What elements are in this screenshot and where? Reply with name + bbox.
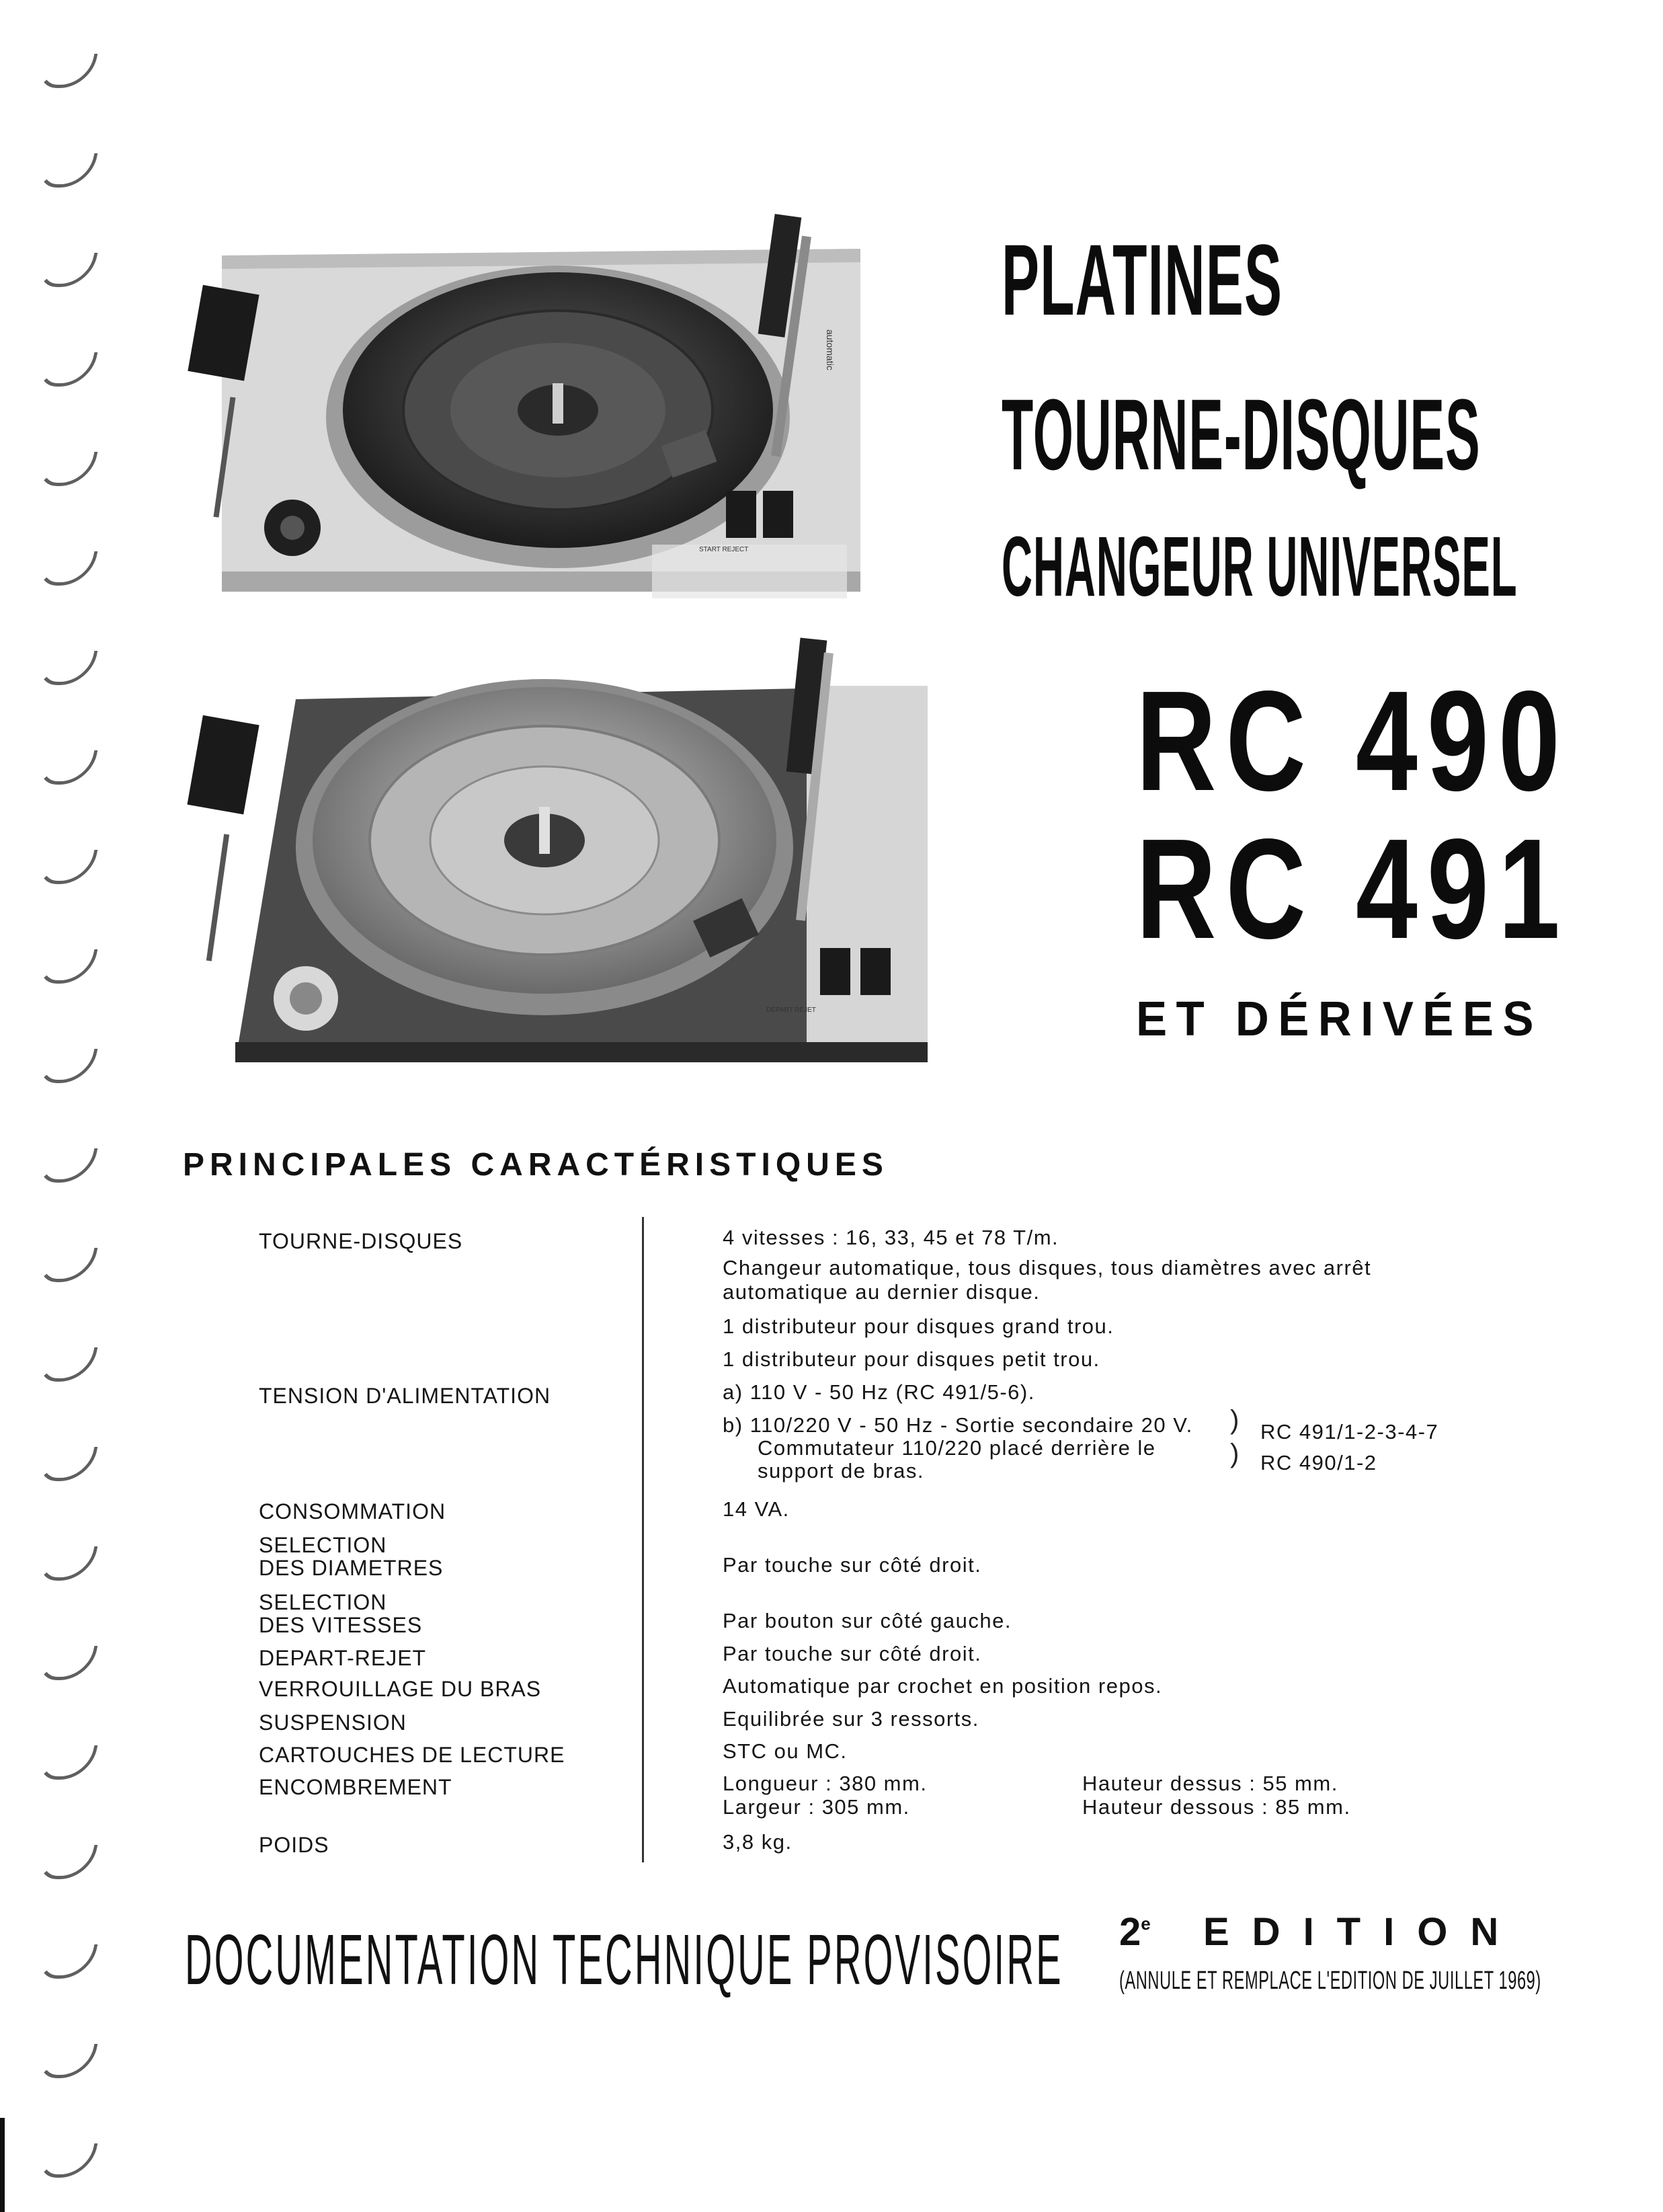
title-derivees: ET DÉRIVÉES	[1136, 992, 1543, 1046]
spec-value: support de bras.	[758, 1459, 925, 1483]
spec-label: CONSOMMATION	[259, 1499, 446, 1524]
automatic-badge: automatic	[825, 329, 836, 370]
spec-label: ENCOMBREMENT	[259, 1775, 452, 1799]
spec-value: Automatique par crochet en position repos.	[723, 1674, 1163, 1698]
spec-value: RC 491/1-2-3-4-7	[1260, 1420, 1439, 1444]
spec-label: TENSION D'ALIMENTATION	[259, 1384, 551, 1408]
binder-hole-mark	[37, 2044, 98, 2078]
binder-hole-mark	[37, 1845, 98, 1879]
spec-label: VERROUILLAGE DU BRAS	[259, 1677, 542, 1701]
binder-hole-mark	[37, 850, 98, 884]
depart-rejet-label: DEPART REJET	[766, 1006, 816, 1014]
section-title: PRINCIPALES CARACTÉRISTIQUES	[183, 1147, 889, 1183]
spec-value: Largeur : 305 mm.	[723, 1795, 910, 1819]
binder-hole-mark	[37, 1546, 98, 1581]
turntable-photo-dark	[181, 625, 934, 1069]
spec-value: 1 distributeur pour disques petit trou.	[723, 1347, 1100, 1371]
binder-hole-mark	[37, 253, 98, 287]
spec-label: POIDS	[259, 1833, 329, 1857]
spec-value: b) 110/220 V - 50 Hz - Sortie secondaire 20 V.	[723, 1413, 1193, 1437]
binder-hole-mark	[37, 1248, 98, 1282]
brace-mark: )	[1230, 1405, 1240, 1435]
binder-hole-mark	[37, 1745, 98, 1780]
scan-edge-mark	[0, 2118, 5, 2212]
binder-hole-mark	[37, 153, 98, 188]
binder-hole-mark	[37, 1148, 98, 1183]
edition-number-value: 2	[1119, 1910, 1141, 1954]
spec-value: RC 490/1-2	[1260, 1451, 1377, 1474]
spec-value: 1 distributeur pour disques grand trou.	[723, 1314, 1114, 1338]
spec-label: CARTOUCHES DE LECTURE	[259, 1743, 565, 1767]
binder-hole-mark	[37, 1646, 98, 1680]
title-tourne-disques: TOURNE-DISQUES	[1002, 378, 1481, 491]
spec-value: Longueur : 380 mm.	[723, 1772, 928, 1795]
brace-mark: )	[1230, 1439, 1240, 1468]
spec-value: Changeur automatique, tous disques, tous diamètres avec arrêt	[723, 1256, 1372, 1279]
binder-hole-mark	[37, 1944, 98, 1979]
spec-value: Equilibrée sur 3 ressorts.	[723, 1707, 979, 1731]
binder-hole-mark	[37, 1447, 98, 1481]
binder-hole-mark	[37, 651, 98, 685]
spec-value: Par touche sur côté droit.	[723, 1553, 982, 1577]
spec-value: Commutateur 110/220 placé derrière le	[758, 1436, 1156, 1460]
spec-label: DES DIAMETRES	[259, 1556, 444, 1580]
spec-value: 14 VA.	[723, 1497, 790, 1521]
binder-hole-mark	[37, 1049, 98, 1083]
spec-value: Hauteur dessous : 85 mm.	[1082, 1795, 1351, 1819]
spec-value: a) 110 V - 50 Hz (RC 491/5-6).	[723, 1380, 1035, 1404]
spec-label: SUSPENSION	[259, 1710, 407, 1735]
binder-hole-mark	[37, 949, 98, 984]
binder-hole-mark	[37, 452, 98, 486]
doc-title: DOCUMENTATION TECHNIQUE PROVISOIRE	[185, 1920, 1063, 2000]
model-rc491: RC 491	[1136, 809, 1570, 968]
spec-value: Par touche sur côté droit.	[723, 1642, 982, 1665]
spec-value: 3,8 kg.	[723, 1830, 793, 1854]
binder-hole-mark	[37, 750, 98, 785]
edition-word: EDITION	[1203, 1910, 1522, 1954]
binder-hole-mark	[37, 352, 98, 387]
model-rc490: RC 490	[1136, 661, 1570, 820]
spec-label: TOURNE-DISQUES	[259, 1229, 463, 1253]
edition-suffix: e	[1141, 1913, 1151, 1934]
binder-hole-mark	[37, 551, 98, 586]
binder-hole-mark	[37, 2143, 98, 2178]
binder-hole-mark	[37, 54, 98, 88]
table-divider	[642, 1217, 644, 1862]
spec-value: Hauteur dessus : 55 mm.	[1082, 1772, 1338, 1795]
edition-number	[1119, 1909, 1151, 1954]
title-changeur-universel: CHANGEUR UNIVERSEL	[1002, 519, 1518, 614]
spec-label: DEPART-REJET	[259, 1646, 427, 1670]
spec-label: SELECTION	[259, 1533, 387, 1557]
spec-label: DES VITESSES	[259, 1613, 423, 1637]
title-platines: PLATINES	[1002, 223, 1283, 336]
spec-value: automatique au dernier disque.	[723, 1280, 1041, 1304]
spec-value: 4 vitesses : 16, 33, 45 et 78 T/m.	[723, 1226, 1059, 1249]
edition-note: (ANNULE ET REMPLACE L'EDITION DE JUILLET 1969)	[1119, 1967, 1541, 1995]
binder-hole-mark	[37, 1347, 98, 1382]
turntable-photo-light	[181, 195, 894, 598]
spec-value: Par bouton sur côté gauche.	[723, 1609, 1012, 1632]
start-reject-label: START REJECT	[699, 546, 749, 553]
spec-value: STC ou MC.	[723, 1739, 848, 1763]
spec-label: SELECTION	[259, 1590, 387, 1614]
